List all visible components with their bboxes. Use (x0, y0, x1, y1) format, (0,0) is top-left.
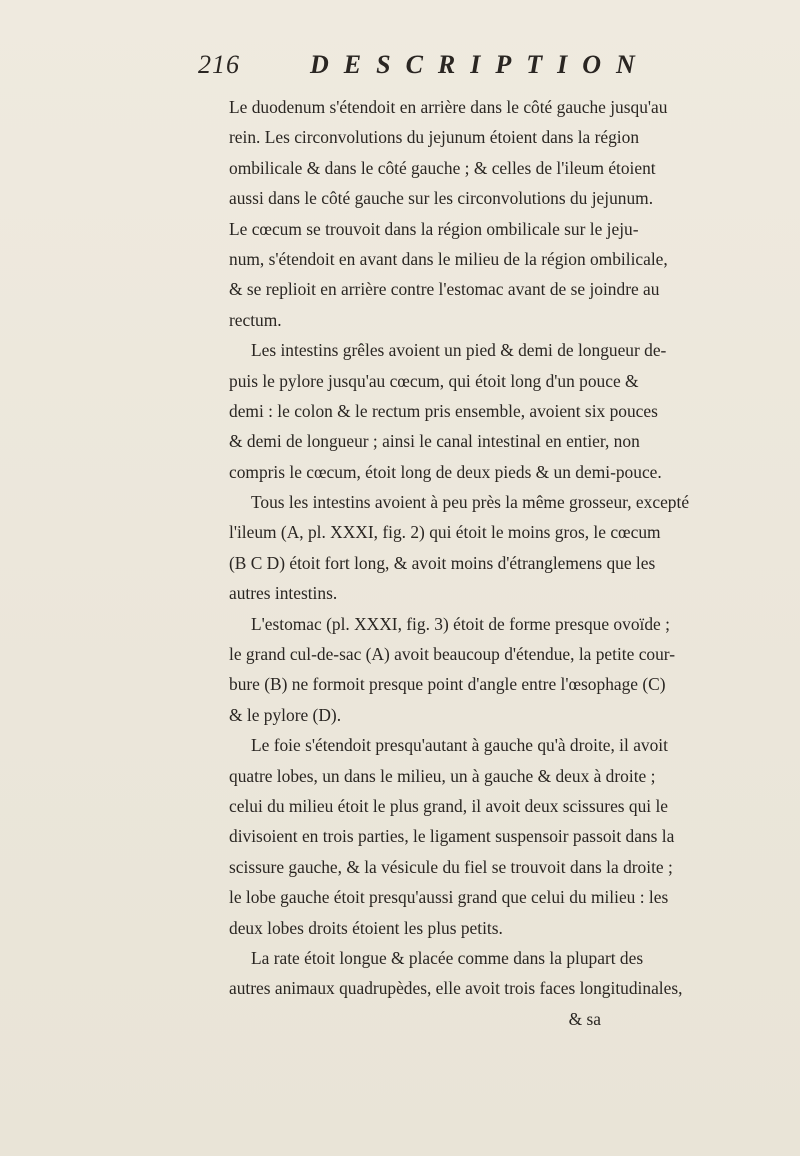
text-line: autres intestins. (229, 583, 338, 604)
text-line: bure (B) ne formoit presque point d'angle entre l'œsophage (C) (229, 674, 666, 695)
text-line: compris le cœcum, étoit long de deux pieds & un demi-pouce. (229, 461, 662, 482)
page-number: 216 (198, 50, 240, 79)
text-line: Le cœcum se trouvoit dans la région ombilicale sur le jeju- (229, 218, 639, 239)
text-line: Les intestins grêles avoient un pied & demi de longueur de- (251, 340, 667, 361)
text-line: Tous les intestins avoient à peu près la même grosseur, excepté (251, 492, 690, 513)
text-line: puis le pylore jusqu'au cœcum, qui étoit long d'un pouce & (229, 370, 639, 391)
text-line: num, s'étendoit en avant dans le milieu de la région ombilicale, (229, 248, 668, 269)
text-line: aussi dans le côté gauche sur les circonvolutions du jejunum. (229, 188, 654, 209)
text-line: le lobe gauche étoit presqu'aussi grand que celui du milieu : les (229, 887, 669, 908)
text-line: rein. Les circonvolutions du jejunum étoient dans la région (229, 127, 640, 148)
text-line: divisoient en trois parties, le ligament suspensoir passoit dans la (229, 826, 675, 847)
body-text (229, 92, 690, 1034)
text-line: deux lobes droits étoient les plus petits. (229, 917, 503, 938)
catchword: & sa (568, 1008, 601, 1029)
text-line: demi : le colon & le rectum pris ensemble, avoient six pouces (229, 400, 658, 421)
text-line: le grand cul-de-sac (A) avoit beaucoup d'étendue, la petite cour- (229, 644, 676, 665)
text-line: & le pylore (D). (229, 704, 342, 725)
text-line: Le duodenum s'étendoit en arrière dans le côté gauche jusqu'au (229, 97, 668, 117)
running-title: DESCRIPTION (310, 50, 650, 79)
text-line: L'estomac (pl. XXXI, fig. 3) étoit de forme presque ovoïde ; (251, 613, 670, 634)
text-line: rectum. (229, 309, 282, 330)
text-line: scissure gauche, & la vésicule du fiel se trouvoit dans la droite ; (229, 856, 673, 877)
text-line: & demi de longueur ; ainsi le canal intestinal en entier, non (229, 431, 640, 452)
text-line: & se replioit en arrière contre l'estomac avant de se joindre au (229, 279, 660, 300)
text-line: l'ileum (A, pl. XXXI, fig. 2) qui étoit le moins gros, le cœcum (229, 522, 661, 543)
page-header (198, 50, 650, 90)
text-line: autres animaux quadrupèdes, elle avoit trois faces longitudinales, (229, 978, 683, 999)
text-line: Le foie s'étendoit presqu'autant à gauche qu'à droite, il avoit (251, 735, 668, 756)
text-line: ombilicale & dans le côté gauche ; & celles de l'ileum étoient (229, 157, 656, 178)
text-line: celui du milieu étoit le plus grand, il avoit deux scissures qui le (229, 795, 669, 816)
text-line: quatre lobes, un dans le milieu, un à gauche & deux à droite ; (229, 765, 656, 786)
text-line: (B C D) étoit fort long, & avoit moins d'étranglemens que les (229, 552, 656, 573)
text-line: La rate étoit longue & placée comme dans la plupart des (251, 947, 644, 968)
